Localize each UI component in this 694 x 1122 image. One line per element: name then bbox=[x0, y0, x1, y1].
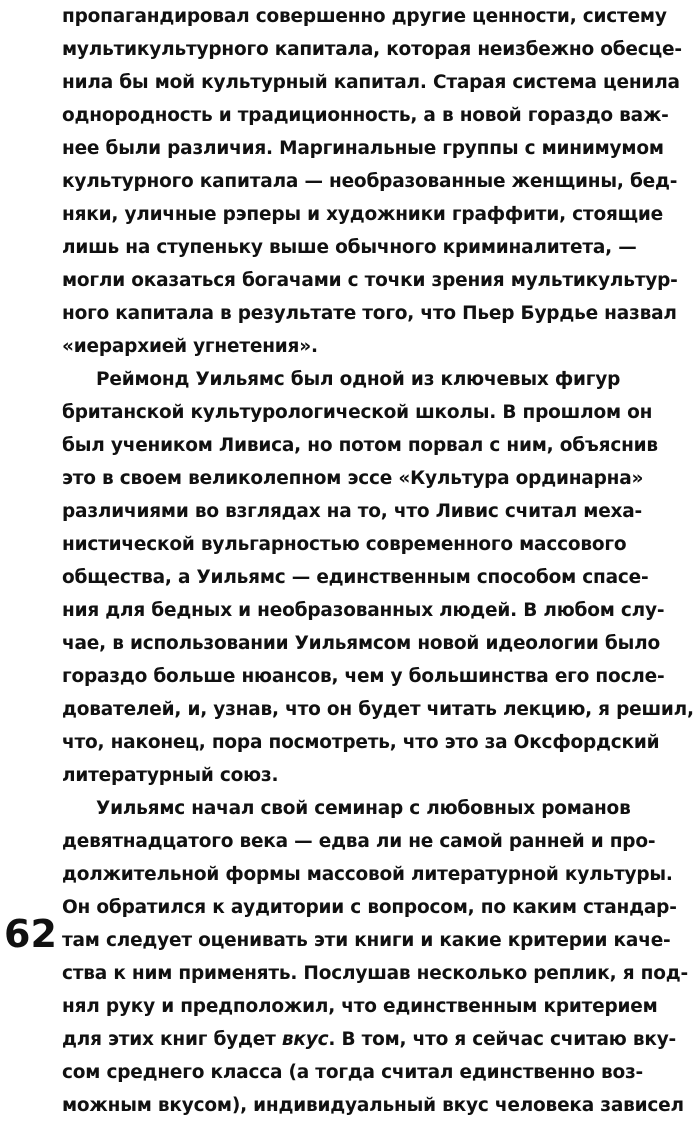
text-line: общества, а Уильямс — единственным способом спасе- bbox=[62, 567, 649, 588]
text-line: нее были различия. Маргинальные группы с минимумом bbox=[62, 138, 664, 159]
text-line: литературный союз. bbox=[62, 765, 279, 786]
text-line: Он обратился к аудитории с вопросом, по каким стандар- bbox=[62, 897, 677, 918]
text-line: это в своем великолепном эссе «Культура ординарна» bbox=[62, 468, 644, 489]
text-line: ного капитала в результате того, что Пьер Бурдье назвал bbox=[62, 303, 677, 324]
text-line: культурного капитала — необразованные женщины, бед- bbox=[62, 171, 678, 192]
text-line: можным вкусом), индивидуальный вкус человека зависел bbox=[62, 1095, 684, 1116]
text-line bbox=[62, 1023, 677, 1056]
text-line: различиями во взглядах на то, что Ливис считал меха- bbox=[62, 501, 643, 522]
text-line: няки, уличные рэперы и художники граффити, стоящие bbox=[62, 204, 663, 225]
text-line: гораздо больше нюансов, чем у большинства его после- bbox=[62, 666, 665, 687]
text-line: ства к ним применять. Послушав несколько реплик, я под- bbox=[62, 963, 688, 984]
text-segment: . В том, что я сейчас считаю вку- bbox=[328, 1029, 677, 1050]
text-line: мультикультурного капитала, которая неизбежно обесце- bbox=[62, 39, 682, 60]
emphasis-word: вкус bbox=[281, 1029, 329, 1050]
text-line: могли оказаться богачами с точки зрения мультикультур- bbox=[62, 270, 678, 291]
text-line: однородность и традиционность, а в новой гораздо важ- bbox=[62, 105, 669, 126]
page-number: 62 bbox=[4, 912, 57, 956]
text-line: нила бы мой культурный капитал. Старая система ценила bbox=[62, 72, 680, 93]
text-line: чае, в использовании Уильямсом новой идеологии было bbox=[62, 633, 660, 654]
text-line: нистической вульгарностью современного массового bbox=[62, 534, 627, 555]
text-line: сом среднего класса (а тогда считал единственно воз- bbox=[62, 1062, 644, 1083]
text-line: «иерархией угнетения». bbox=[62, 336, 318, 357]
text-line: лишь на ступеньку выше обычного криминалитета, — bbox=[62, 237, 637, 258]
text-line: пропагандировал совершенно другие ценности, систему bbox=[62, 6, 667, 27]
text-line: что, наконец, пора посмотреть, что это за Оксфордский bbox=[62, 732, 660, 753]
text-line: британской культурологической школы. В прошлом он bbox=[62, 402, 653, 423]
text-line: нял руку и предположил, что единственным критерием bbox=[62, 996, 658, 1017]
text-line: должительной формы массовой литературной культуры. bbox=[62, 864, 673, 885]
text-line: Уильямс начал свой семинар с любовных романов bbox=[96, 798, 631, 819]
text-line: был учеником Ливиса, но потом порвал с ним, объяснив bbox=[62, 435, 658, 456]
body-text bbox=[62, 0, 694, 1122]
text-line: там следует оценивать эти книги и какие критерии каче- bbox=[62, 930, 671, 951]
text-line: Реймонд Уильямс был одной из ключевых фигур bbox=[96, 369, 621, 390]
text-segment: для этих книг будет bbox=[62, 1029, 282, 1050]
text-line: девятнадцатого века — едва ли не самой ранней и про- bbox=[62, 831, 656, 852]
text-line: ния для бедных и необразованных людей. В любом слу- bbox=[62, 600, 665, 621]
text-line: дователей, и, узнав, что он будет читать лекцию, я решил, bbox=[62, 699, 694, 720]
